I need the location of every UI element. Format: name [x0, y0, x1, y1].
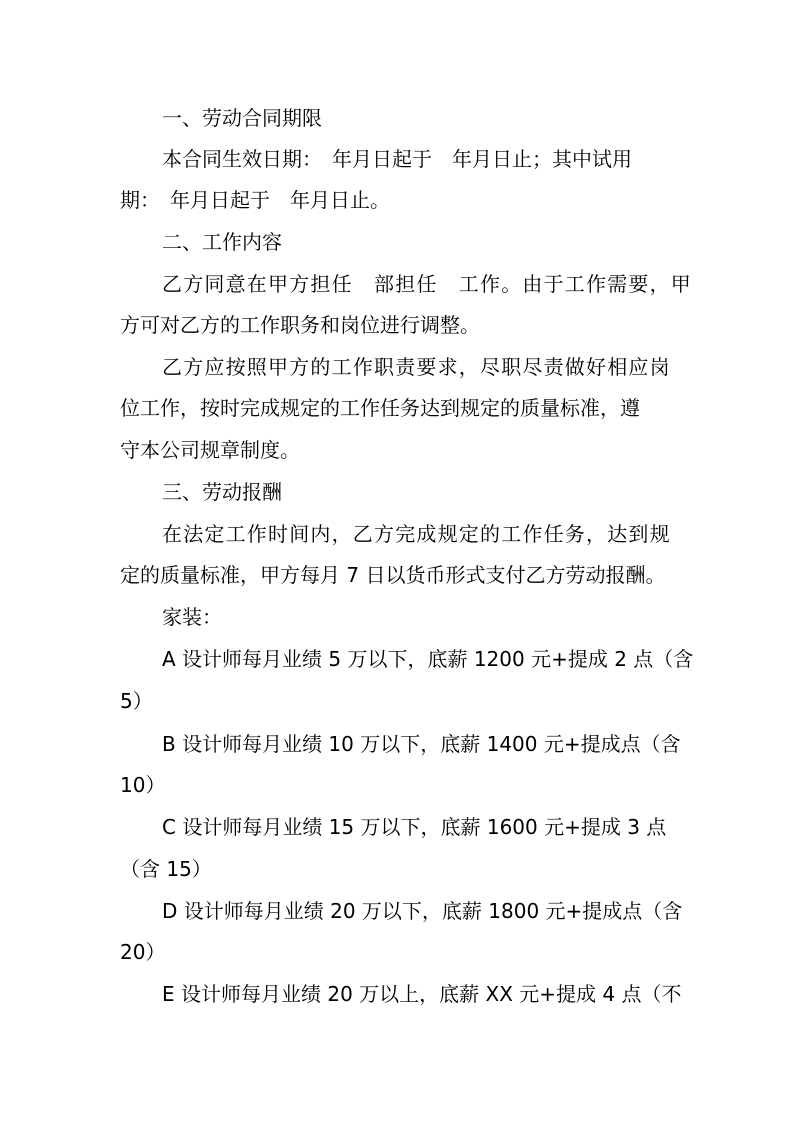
salary-tier-line: 5）	[120, 689, 153, 713]
salary-tier-line: D 设计师每月业绩 20 万以下，底薪 1800 元+提成点（含	[162, 899, 683, 923]
section-heading-work-content: 二、工作内容	[162, 230, 282, 254]
paragraph-line: 方可对乙方的工作职务和岗位进行调整。	[120, 313, 480, 337]
paragraph-line: 本合同生效日期： 年月日起于 年月日止；其中试用	[162, 147, 632, 171]
paragraph-line: 乙方应按照甲方的工作职责要求，尽职尽责做好相应岗	[162, 355, 671, 379]
paragraph-line: 在法定工作时间内，乙方完成规定的工作任务，达到规	[162, 522, 671, 546]
paragraph-line: 乙方同意在甲方担任 部担任 工作。由于工作需要，甲	[162, 272, 692, 296]
paragraph-line: 期： 年月日起于 年月日止。	[120, 188, 390, 212]
salary-tier-line: 20）	[120, 940, 166, 964]
salary-tier-line: B 设计师每月业绩 10 万以下，底薪 1400 元+提成点（含	[162, 732, 681, 756]
paragraph-line: 守本公司规章制度。	[120, 438, 300, 462]
salary-tier-line: A 设计师每月业绩 5 万以下，底薪 1200 元+提成 2 点（含	[162, 647, 694, 671]
salary-tier-line: C 设计师每月业绩 15 万以下，底薪 1600 元+提成 3 点	[162, 815, 667, 839]
paragraph-line: 定的质量标准，甲方每月 7 日以货币形式支付乙方劳动报酬。	[120, 563, 666, 587]
section-heading-compensation: 三、劳动报酬	[162, 480, 282, 504]
salary-tier-line: 10）	[120, 773, 166, 797]
salary-tier-line: （含 15）	[120, 857, 212, 881]
paragraph-line: 位工作，按时完成规定的工作任务达到规定的质量标准，遵	[120, 396, 640, 420]
salary-tier-line: E 设计师每月业绩 20 万以上，底薪 XX 元+提成 4 点（不	[162, 982, 682, 1006]
paragraph-line: 家装：	[162, 605, 222, 629]
section-heading-contract-term: 一、劳动合同期限	[162, 106, 322, 130]
